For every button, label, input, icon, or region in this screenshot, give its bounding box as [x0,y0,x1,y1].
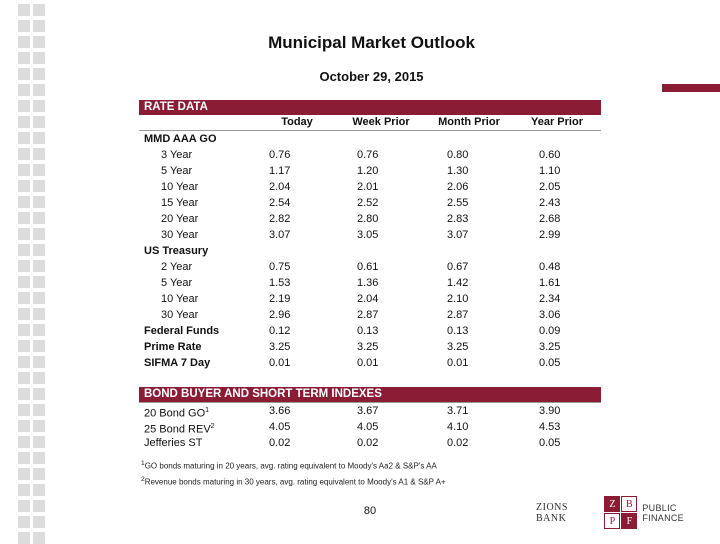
decorative-square [18,100,30,112]
group-heading-row [139,131,601,147]
decorative-square [18,4,30,16]
decorative-square [18,84,30,96]
cell-value: 0.05 [539,437,561,449]
cell-value: 1.10 [539,165,561,177]
cell-value: 1.53 [269,277,291,289]
decorative-square [18,132,30,144]
decorative-square [33,468,45,480]
cell-value: 2.34 [539,293,561,305]
table-row [139,211,601,227]
logo-letter-blocks [604,496,637,529]
cell-value: 1.17 [269,165,291,177]
cell-value: 0.02 [269,437,291,449]
rate-data-column-headers [139,115,601,131]
cell-value: 2.43 [539,197,561,209]
cell-value: 3.25 [269,341,291,353]
footnote-1 [141,460,437,471]
bond-buyer-table [139,387,601,451]
cell-value: 3.25 [357,341,379,353]
decorative-square [18,308,30,320]
page-date: October 29, 2015 [319,69,424,84]
table-row [139,163,601,179]
table-row [139,259,601,275]
cell-value: 1.36 [357,277,379,289]
decorative-square [18,212,30,224]
cell-value: 3.90 [539,405,561,417]
table-row [139,195,601,211]
table-row [139,355,601,371]
cell-value: 3.67 [357,405,379,417]
table-row [139,323,601,339]
row-label [139,435,257,451]
decorative-square [18,116,30,128]
row-label-text: US Treasury [144,245,209,257]
logo-letter-f: F [621,513,637,529]
cell-value: 0.61 [357,261,379,273]
row-label-footnote-marker: 2 [210,423,215,430]
cell-value: 0.02 [447,437,469,449]
cell-value: 4.05 [269,421,291,433]
row-label [139,195,257,211]
decorative-square [33,340,45,352]
cell-value: 3.25 [447,341,469,353]
decorative-square [18,20,30,32]
cell-value: 3.07 [447,229,469,241]
cell-value: 3.25 [539,341,561,353]
cell-value: 2.55 [447,197,469,209]
cell-value: 0.67 [447,261,469,273]
decorative-square [18,340,30,352]
cell-value: 0.13 [447,325,469,337]
cell-value: 1.20 [357,165,379,177]
group-heading-row [139,243,601,259]
zions-bank-logo [536,496,720,529]
decorative-square [33,532,45,544]
row-label [139,307,257,323]
bond-buyer-body [139,402,601,451]
decorative-square [33,52,45,64]
table-row [139,339,601,355]
row-label [139,355,257,371]
logo-division: PUBLIC FINANCE [642,502,684,523]
cell-value: 2.19 [269,293,291,305]
row-label [139,291,257,307]
decorative-square [18,196,30,208]
row-label-text: Prime Rate [144,341,202,353]
decorative-square [33,132,45,144]
decorative-square [18,420,30,432]
cell-value: 0.05 [539,357,561,369]
decorative-square [33,244,45,256]
column-header-blank [139,115,257,130]
row-label-text: 20 Bond GO [144,407,206,420]
decorative-square [18,468,30,480]
row-label [139,147,257,163]
row-label [139,275,257,291]
table-row [139,227,601,243]
footnote-2-marker: 2 [141,476,145,483]
decorative-square [33,420,45,432]
decorative-square [18,148,30,160]
decorative-square [18,452,30,464]
row-label-footnote-marker: 1 [205,407,210,414]
row-label [139,227,257,243]
decorative-square [18,228,30,240]
row-label-text: 5 Year [161,277,193,289]
bond-buyer-header: BOND BUYER AND SHORT TERM INDEXES [139,387,601,402]
decorative-square [33,100,45,112]
decorative-square [18,324,30,336]
row-label-text: 5 Year [161,165,193,177]
column-header-today: Today [281,116,313,128]
rate-data-table [139,100,601,371]
cell-value: 0.09 [539,325,561,337]
logo-letter-z: Z [604,496,620,512]
cell-value: 0.12 [269,325,291,337]
cell-value: 2.06 [447,181,469,193]
cell-value: 3.66 [269,405,291,417]
cell-value: 2.82 [269,213,291,225]
cell-value: 2.04 [269,181,291,193]
decorative-square [18,436,30,448]
row-label-text: MMD AAA GO [144,133,217,145]
table-row [139,435,601,451]
decorative-square [33,372,45,384]
decorative-square [33,260,45,272]
row-label [139,419,257,435]
column-header-month-prior: Month Prior [438,116,500,128]
decorative-square [33,292,45,304]
table-row [139,419,601,435]
footnote-2-text: Revenue bonds maturing in 30 years, avg. rating equivalent to Moody's A1 & S&P A+ [144,477,446,487]
cell-value: 2.01 [357,181,379,193]
cell-value: 0.01 [447,357,469,369]
row-label [139,339,257,355]
cell-value: 2.68 [539,213,561,225]
cell-value: 0.02 [357,437,379,449]
logo-bank-name: ZIONS BANK [536,501,568,524]
accent-tab [662,84,720,92]
cell-value: 0.75 [269,261,291,273]
decorative-square [33,228,45,240]
decorative-square [33,308,45,320]
cell-value: 3.05 [357,229,379,241]
cell-value: 4.53 [539,421,561,433]
footnote-1-text: GO bonds maturing in 20 years, avg. rating equivalent to Moody's Aa2 & S&P's AA [144,461,437,471]
table-row [139,147,601,163]
decorative-square [18,164,30,176]
decorative-square [18,372,30,384]
decorative-square [33,196,45,208]
cell-value: 0.01 [357,357,379,369]
cell-value: 0.01 [269,357,291,369]
decorative-square [33,356,45,368]
cell-value: 2.83 [447,213,469,225]
cell-value: 1.30 [447,165,469,177]
cell-value: 2.87 [447,309,469,321]
row-label [139,403,257,419]
row-label [139,323,257,339]
cell-value: 0.13 [357,325,379,337]
row-label-text: Jefferies ST [144,437,203,449]
cell-value: 3.71 [447,405,469,417]
cell-value: 0.48 [539,261,561,273]
column-header-year-prior: Year Prior [531,116,583,128]
row-label-text: Federal Funds [144,325,220,337]
row-label [139,163,257,179]
table-row [139,403,601,419]
row-label-text: SIFMA 7 Day [144,357,211,369]
row-label [139,131,257,147]
decorative-square [33,452,45,464]
cell-value: 2.04 [357,293,379,305]
decorative-square [33,116,45,128]
cell-value: 2.96 [269,309,291,321]
row-label-text: 30 Year [161,229,199,241]
decorative-square [18,180,30,192]
row-label-text: 3 Year [161,149,193,161]
decorative-square [33,180,45,192]
cell-value: 2.80 [357,213,379,225]
row-label-text: 15 Year [161,197,199,209]
decorative-square [33,20,45,32]
cell-value: 2.10 [447,293,469,305]
footnote-1-marker: 1 [141,460,145,467]
cell-value: 0.60 [539,149,561,161]
footnote-2 [141,476,446,487]
table-row [139,307,601,323]
decorative-square [18,484,30,496]
cell-value: 3.06 [539,309,561,321]
cell-value: 2.87 [357,309,379,321]
row-label [139,243,257,259]
decorative-square [18,356,30,368]
row-label-text: 10 Year [161,293,199,305]
cell-value: 0.76 [357,149,379,161]
decorative-square [18,404,30,416]
cell-value: 2.99 [539,229,561,241]
decorative-square [33,148,45,160]
decorative-square [18,532,30,544]
decorative-square [18,244,30,256]
cell-value: 3.07 [269,229,291,241]
rate-data-header: RATE DATA [139,100,601,115]
table-row [139,291,601,307]
decorative-square [33,484,45,496]
decorative-square [33,404,45,416]
cell-value: 0.80 [447,149,469,161]
table-row [139,275,601,291]
decorative-square [33,516,45,528]
decorative-square [33,324,45,336]
rate-data-body [139,131,601,371]
cell-value: 4.05 [357,421,379,433]
decorative-square [33,436,45,448]
column-header-week-prior: Week Prior [352,116,410,128]
row-label-text: 10 Year [161,181,199,193]
row-label [139,211,257,227]
decorative-square [18,516,30,528]
row-label-text: 20 Year [161,213,199,225]
row-label-text: 30 Year [161,309,199,321]
cell-value: 4.10 [447,421,469,433]
decorative-square [33,84,45,96]
decorative-square [33,388,45,400]
row-label [139,179,257,195]
decorative-square [18,388,30,400]
decorative-square [33,4,45,16]
cell-value: 2.52 [357,197,379,209]
cell-value: 1.61 [539,277,561,289]
logo-letter-p: P [604,513,620,529]
decorative-square [18,292,30,304]
row-label-text: 25 Bond REV [144,423,211,436]
cell-value: 2.54 [269,197,291,209]
decorative-square [18,260,30,272]
cell-value: 2.05 [539,181,561,193]
decorative-square [18,52,30,64]
page-number: 80 [363,505,377,517]
decorative-square [33,164,45,176]
cell-value: 0.76 [269,149,291,161]
cell-value: 1.42 [447,277,469,289]
logo-letter-b: B [621,496,637,512]
decorative-square [33,276,45,288]
decorative-square [33,212,45,224]
row-label-text: 2 Year [161,261,193,273]
page-title: Municipal Market Outlook [268,33,475,52]
row-label [139,259,257,275]
table-row [139,179,601,195]
decorative-square [18,276,30,288]
